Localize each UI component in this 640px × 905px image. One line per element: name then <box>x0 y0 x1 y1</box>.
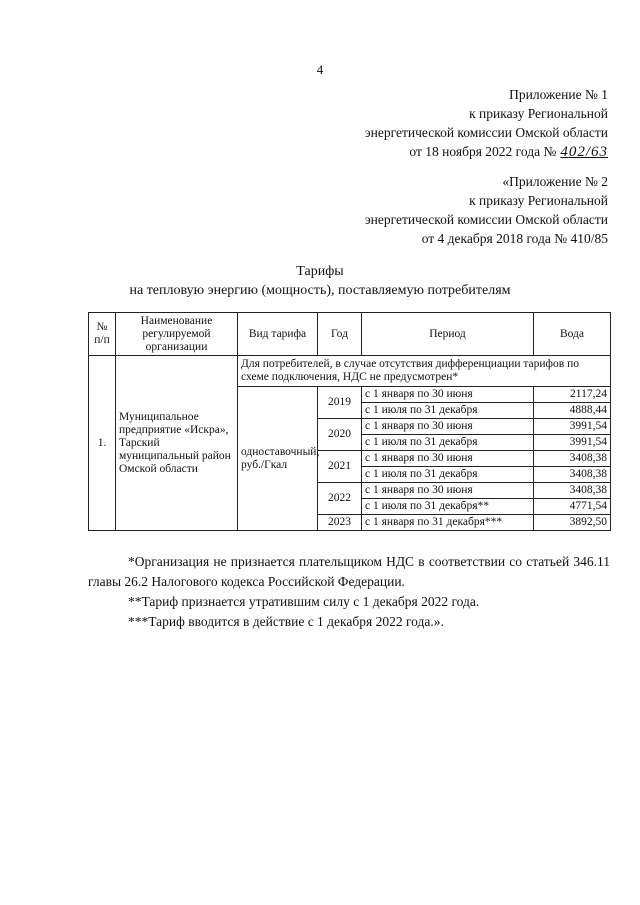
appendix-2-line3: энергетической комиссии Омской области <box>364 212 608 227</box>
period-cell: с 1 июля по 31 декабря <box>362 403 534 419</box>
appendix-1-line2: к приказу Региональной <box>469 106 608 121</box>
appendix-1-line3: энергетической комиссии Омской области <box>364 125 608 140</box>
consumer-note: Для потребителей, в случае отсутствия дифференциации тарифов по схеме подключения, НДС не предусмотрен* <box>238 356 611 387</box>
water-value-cell: 2117,24 <box>534 387 611 403</box>
row-number: 1. <box>89 356 116 531</box>
water-value-cell: 3991,54 <box>534 419 611 435</box>
appendix-1-date: от 18 ноября 2022 года № <box>409 144 557 159</box>
handwritten-order-number: 402/63 <box>560 144 608 160</box>
water-value-cell: 3892,50 <box>534 515 611 531</box>
organization-name: Муниципальное предприятие «Искра», Тарский муниципальный район Омской области <box>116 356 238 531</box>
table-header-row <box>89 313 611 356</box>
appendix-1-header <box>365 85 608 162</box>
header-org: Наименование регулируемой организации <box>116 313 238 356</box>
water-value-cell: 4771,54 <box>534 499 611 515</box>
footnote-1: *Организация не признается плательщиком НДС в соответствии со статьей 346.11 главы 26.2 Налогового кодекса Российской Федерации. <box>88 554 610 589</box>
footnote-2: **Тариф признается утратившим силу с 1 декабря 2022 года. <box>128 594 480 609</box>
period-cell: с 1 июля по 31 декабря <box>362 435 534 451</box>
water-value-cell: 3408,38 <box>534 483 611 499</box>
page-number: 4 <box>316 62 324 77</box>
header-tariff-type: Вид тарифа <box>238 313 318 356</box>
document-title <box>0 262 640 300</box>
period-cell: с 1 июля по 31 декабря** <box>362 499 534 515</box>
water-value-cell: 3991,54 <box>534 435 611 451</box>
water-value-cell: 3408,38 <box>534 451 611 467</box>
year-cell: 2020 <box>318 419 362 451</box>
title-line2: на тепловую энергию (мощность), поставляемую потребителям <box>129 283 511 298</box>
water-value-cell: 3408,38 <box>534 467 611 483</box>
appendix-2-line2: к приказу Региональной <box>469 193 608 208</box>
header-num: № п/п <box>89 313 116 356</box>
water-value-cell: 4888,44 <box>534 403 611 419</box>
footnote-3: ***Тариф вводится в действие с 1 декабря 2022 года.». <box>128 614 444 629</box>
footnotes <box>88 552 610 632</box>
table-row <box>89 356 611 387</box>
tariff-table <box>88 312 611 531</box>
title-line1: Тарифы <box>296 264 344 279</box>
period-cell: с 1 января по 30 июня <box>362 387 534 403</box>
period-cell: с 1 января по 30 июня <box>362 451 534 467</box>
period-cell: с 1 января по 30 июня <box>362 483 534 499</box>
header-period: Период <box>362 313 534 356</box>
header-year: Год <box>318 313 362 356</box>
period-cell: с 1 января по 30 июня <box>362 419 534 435</box>
year-cell: 2022 <box>318 483 362 515</box>
header-water: Вода <box>534 313 611 356</box>
appendix-1-line1: Приложение № 1 <box>509 87 608 102</box>
appendix-1-line4 <box>365 142 608 162</box>
year-cell: 2023 <box>318 515 362 531</box>
period-cell: с 1 января по 31 декабря*** <box>362 515 534 531</box>
appendix-2-line1: «Приложение № 2 <box>502 174 608 189</box>
appendix-2-line4: от 4 декабря 2018 года № 410/85 <box>421 231 608 246</box>
year-cell: 2021 <box>318 451 362 483</box>
year-cell: 2019 <box>318 387 362 419</box>
appendix-2-header <box>365 172 608 248</box>
period-cell: с 1 июля по 31 декабря <box>362 467 534 483</box>
tariff-type: одноставочный, руб./Гкал <box>238 387 318 531</box>
